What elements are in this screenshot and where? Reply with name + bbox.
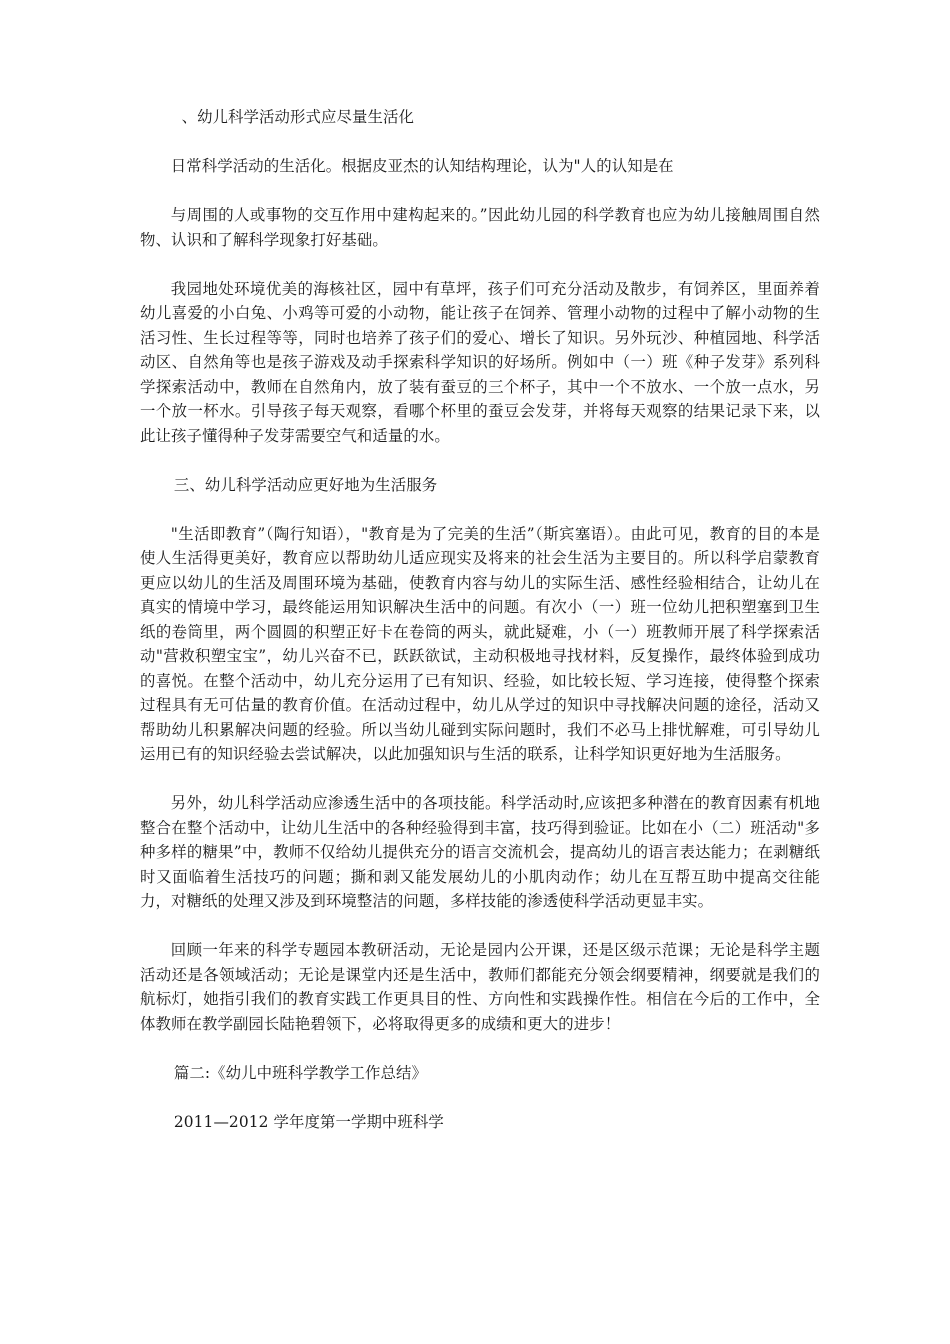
paragraph: "生活即教育”（陶行知语），"教育是为了完美的生活”（斯宾塞语）。由此可见，教育的目的本是使人生活得更美好，教育应以帮助幼儿适应现实及将来的社会生活为主要目的。所以科学启蒙教育更应以幼儿的生活及周围环境为基础，使教育内容与幼儿的实际生活、感性经验相结合，让幼儿在真实的情境中学习，最终能运用知识解决生活中的问题。有次小（一）班一位幼儿把积塑塞到卫生纸的卷筒里，两个圆圆的积塑正好卡在卷筒的两头，就此疑难，小（一）班教师开展了科学探索活动"营救积塑宝宝”，幼儿兴奋不已，跃跃欲试，主动积极地寻找材料，反复操作，最终体验到成功的喜悦。在整个活动中，幼儿充分运用了已有知识、经验，如比较长短、学习连接，使得整个探索过程具有无可估量的教育价值。在活动过程中，幼儿从学过的知识中寻找解决问题的途径，活动又帮助幼儿积累解决问题的经验。所以当幼儿碰到实际问题时，我们不必马上排忧解难，可引导幼儿运用已有的知识经验去尝试解决，以此加强知识与生活的联系，让科学知识更好地为生活服务。 (140, 524, 820, 763)
paragraph: 我园地处环境优美的海核社区，园中有草坪，孩子们可充分活动及散步，有饲养区，里面养着幼儿喜爱的小白兔、小鸡等可爱的小动物，能让孩子在饲养、管理小动物的过程中了解小动物的生活习性、生长过程等等，同时也培养了孩子们的爱心、增长了知识。另外玩沙、种植园地、科学活动区、自然角等也是孩子游戏及动手探索科学知识的好场所。例如中（一）班《种子发芽》系列科学探索活动中，教师在自然角内，放了装有蚕豆的三个杯子，其中一个不放水、一个放一点水，另一个放一杯水。引导孩子每天观察，看哪个杯里的蚕豆会发芽，并将每天观察的结果记录下来，以此让孩子懂得种子发芽需要空气和适量的水。 (140, 279, 820, 445)
document-page (140, 105, 820, 1134)
article-title: 篇二:《幼儿中班科学教学工作总结》 (173, 1063, 428, 1082)
section-heading-2: 、幼儿科学活动形式应尽量生活化 (181, 108, 414, 126)
paragraph: 另外，幼儿科学活动应渗透生活中的各项技能。科学活动时,应该把多种潜在的教育因素有机地整合在整个活动中，让幼儿生活中的各种经验得到丰富，技巧得到验证。比如在小（二）班活动"多种多样的糖果”中，教师不仅给幼儿提供充分的语言交流机会，提高幼儿的语言表达能力；在剥糖纸时又面临着生活技巧的问题；撕和剥又能发展幼儿的小肌肉动作；幼儿在互帮互助中提高交往能力，对糖纸的处理又涉及到环境整洁的问题，多样技能的渗透使科学活动更显丰实。 (140, 794, 820, 910)
section-heading-3: 三、幼儿科学活动应更好地为生活服务 (173, 475, 438, 494)
paragraph: 与周围的人或事物的交互作用中建构起来的。”因此幼儿园的科学教育也应为幼儿接触周围自然物、认识和了解科学现象打好基础。 (140, 206, 820, 249)
paragraph: 回顾一年来的科学专题园本教研活动，无论是园内公开课，还是区级示范课；无论是科学主题活动还是各领域活动；无论是课堂内还是生活中，教师们都能充分领会纲要精神，纲要就是我们的航标灯，她指引我们的教育实践工作更具目的性、方向性和实践操作性。相信在今后的工作中，全体教师在教学副园长陆艳碧领下，必将取得更多的成绩和更大的进步！ (140, 941, 820, 1033)
article-subtitle: 2011—2012 学年度第一学期中班科学 (173, 1112, 444, 1131)
paragraph: 日常科学活动的生活化。根据皮亚杰的认知结构理论，认为"人的认知是在 (170, 157, 674, 175)
